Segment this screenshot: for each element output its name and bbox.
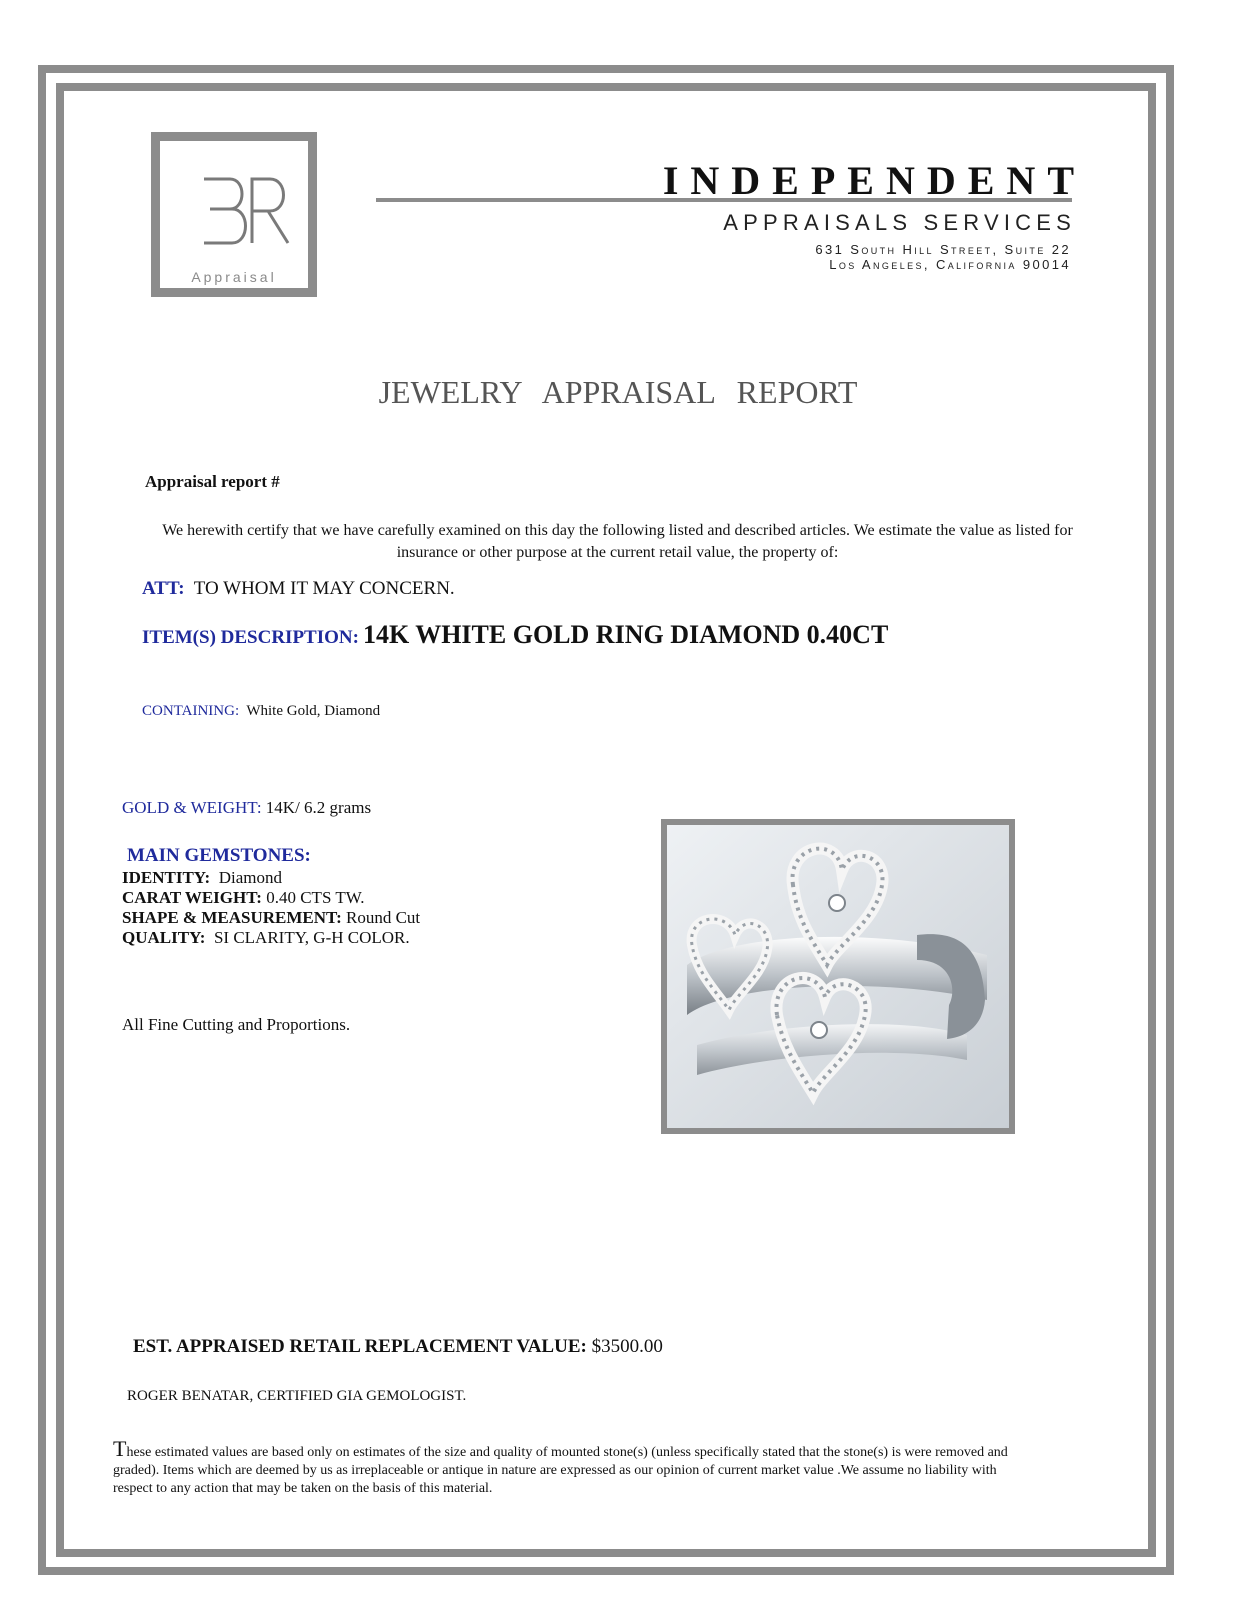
items-row — [142, 620, 888, 650]
report-title: JEWELRY APPRAISAL REPORT — [378, 374, 858, 410]
address-line-1: 631 South Hill Street, Suite 22 — [815, 242, 1071, 257]
shape-label: SHAPE & MEASUREMENT: — [122, 908, 342, 927]
quality-value: SI CLARITY, G-H COLOR. — [213, 928, 410, 947]
ring-image — [667, 825, 1009, 1128]
ring-photo — [661, 819, 1015, 1134]
containing-label: CONTAINING: — [142, 703, 240, 719]
main-gemstones-heading: MAIN GEMSTONES: — [127, 845, 311, 866]
gemstone-details — [122, 868, 420, 948]
gold-weight-value: 14K/ 6.2 grams — [265, 798, 372, 817]
gold-weight-label: GOLD & WEIGHT: — [122, 798, 262, 817]
appraised-value-row — [133, 1336, 663, 1358]
containing-value: White Gold, Diamond — [246, 703, 381, 719]
identity-value: Diamond — [218, 868, 282, 887]
br-monogram-icon — [190, 173, 290, 253]
items-value: 14K WHITE GOLD RING DIAMOND 0.40CT — [362, 620, 889, 649]
disclaimer — [113, 1436, 1033, 1498]
company-subtitle: APPRAISALS SERVICES — [723, 210, 1076, 235]
logo-caption: Appraisal — [191, 269, 277, 285]
certification-text: We herewith certify that we have carefully examined on this day the following listed and described articles. We estimate the value as listed for insurance or other purpose at the current retail value, the property of: — [162, 522, 1073, 561]
cutting-note: All Fine Cutting and Proportions. — [122, 1015, 351, 1034]
gold-weight-row — [122, 798, 371, 818]
disclaimer-text: hese estimated values are based only on estimates of the size and quality of mounted stone(s) (unless specifically stated that the stone(s) is were removed and graded). Items which are deemed by us as irreplaceable or antique in nature are expressed as our opinion of current market value .We assume no liability with respect to any action that may be taken on the basis of this material. — [113, 1445, 1008, 1496]
appraised-value-label: EST. APPRAISED RETAIL REPLACEMENT VALUE: — [133, 1336, 587, 1357]
address-line-2: Los Angeles, California 90014 — [829, 257, 1071, 272]
carat-label: CARAT WEIGHT: — [122, 888, 262, 907]
company-name: INDEPENDENT — [662, 158, 1086, 203]
shape-row — [122, 908, 420, 928]
report-number-label: Appraisal report # — [145, 472, 280, 491]
identity-row — [122, 868, 420, 888]
att-label: ATT: — [142, 578, 185, 599]
br-appraisal-logo — [151, 132, 317, 297]
containing-row — [142, 703, 380, 720]
att-row — [142, 578, 455, 600]
appraised-value-amount: $3500.00 — [591, 1336, 663, 1357]
items-label: ITEM(S) DESCRIPTION: — [142, 627, 359, 648]
shape-value: Round Cut — [346, 908, 421, 927]
quality-label: QUALITY: — [122, 928, 206, 947]
carat-value: 0.40 CTS TW. — [266, 888, 365, 907]
identity-label: IDENTITY: — [122, 868, 211, 887]
quality-row — [122, 928, 420, 948]
gemologist-signature: ROGER BENATAR, CERTIFIED GIA GEMOLOGIST. — [127, 1388, 467, 1404]
disclaimer-initial: T — [113, 1436, 127, 1461]
carat-row — [122, 888, 420, 908]
att-value: TO WHOM IT MAY CONCERN. — [193, 578, 455, 599]
